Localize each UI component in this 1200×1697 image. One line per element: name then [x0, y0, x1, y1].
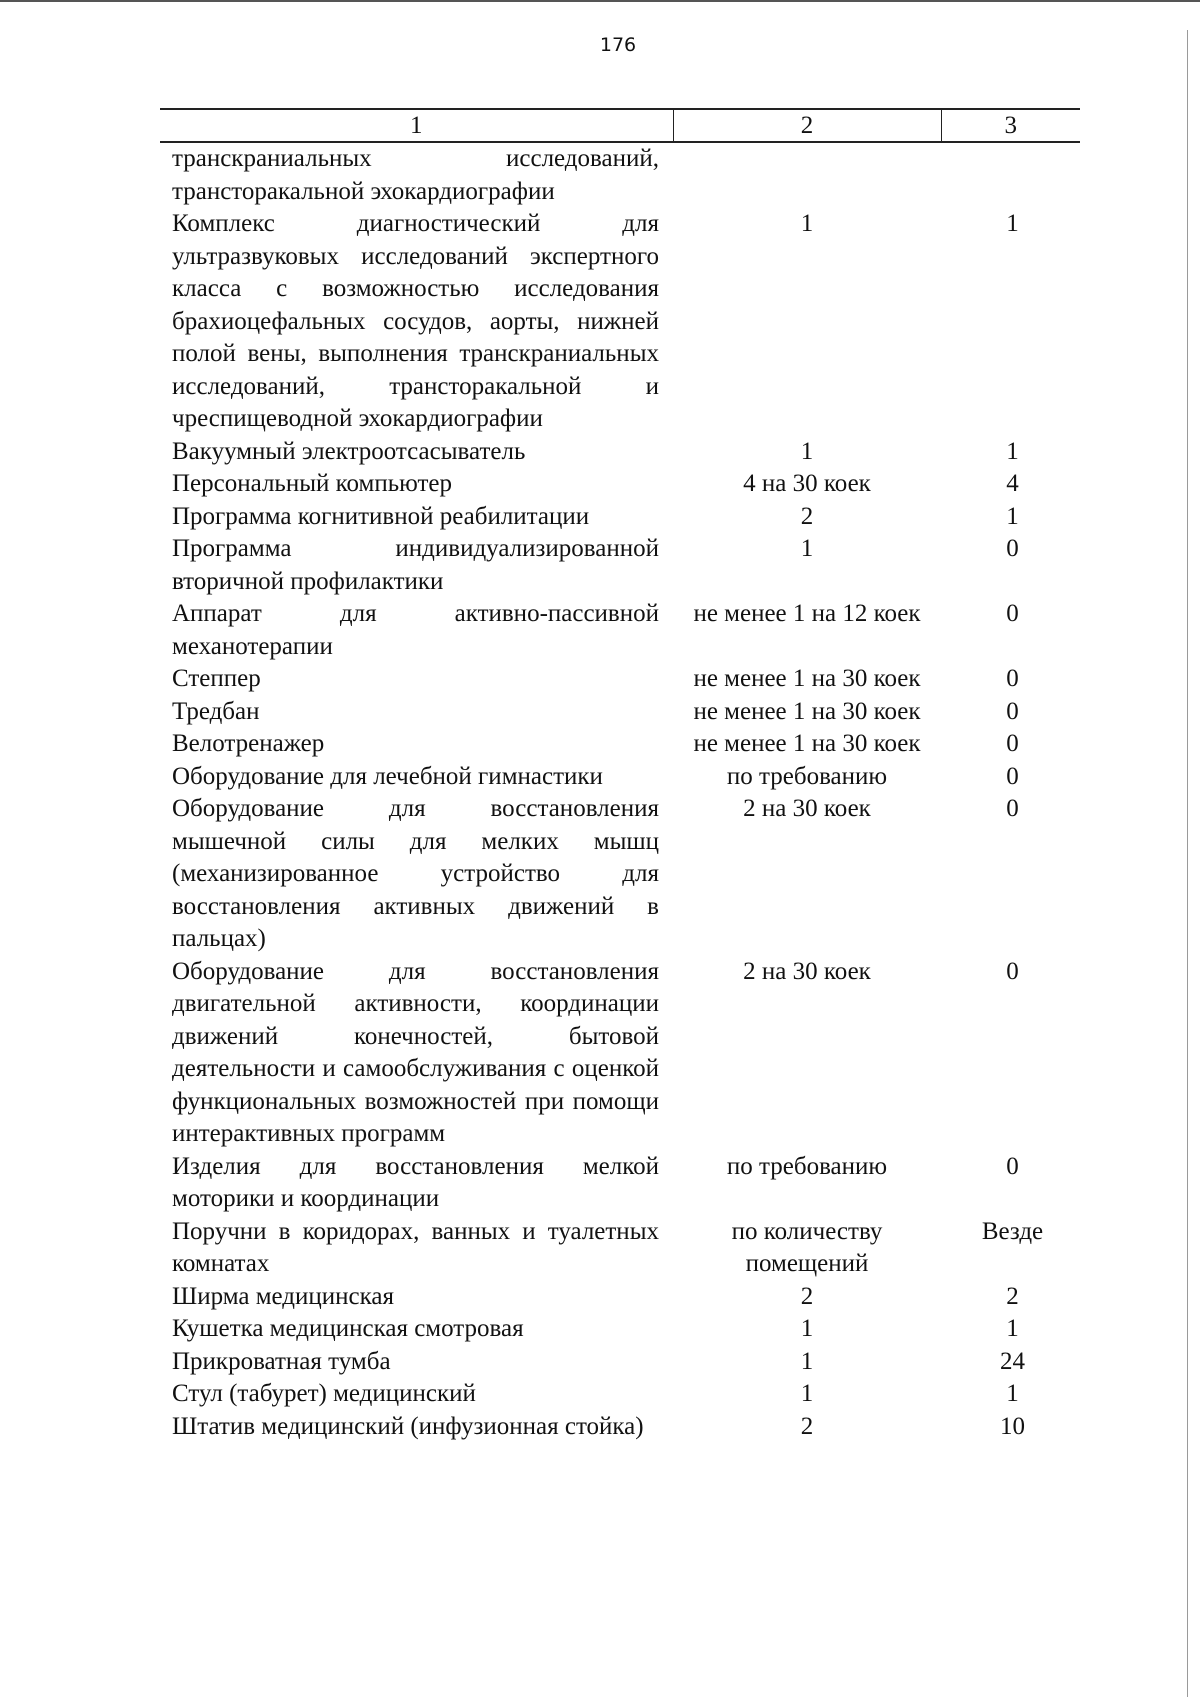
- quantity-cell: 1: [1006, 1380, 1019, 1407]
- equipment-name-cell: Степпер: [172, 665, 261, 692]
- table-row: [160, 598, 1080, 663]
- table-row: [160, 1151, 1080, 1216]
- quantity-cell: 1: [1006, 1315, 1019, 1342]
- header-col-2: 2: [673, 109, 941, 142]
- norm-cell: 2 на 30 коек: [743, 957, 871, 985]
- equipment-name-cell: Стул (табурет) медицинский: [172, 1380, 476, 1407]
- norm-cell: 1: [800, 210, 814, 237]
- quantity-cell: 0: [1006, 697, 1019, 725]
- equipment-name-cell: Персональный компьютер: [172, 470, 452, 497]
- norm-cell: не менее 1 на 30 коек: [693, 665, 921, 692]
- quantity-cell: 0: [1006, 762, 1019, 790]
- equipment-name-cell: транскраниальных исследований, трансторакальной эхокардиографии: [172, 145, 659, 205]
- equipment-name-cell: Оборудование для восстановления двигательной активности, координации движений конечностей, бытовой деятельности и самообслуживания с оценкой функциональных возможностей при помощи интерактивных программ: [172, 957, 659, 1147]
- equipment-name-cell: Изделия для восстановления мелкой моторики и координации: [172, 1152, 659, 1212]
- equipment-name-cell: Велотренажер: [172, 730, 325, 757]
- table-row: [160, 728, 1080, 761]
- table-row: [160, 956, 1080, 1151]
- quantity-cell: 0: [1006, 730, 1019, 757]
- norm-cell: 1: [800, 1380, 814, 1407]
- norm-cell: не менее 1 на 12 коек: [693, 600, 921, 627]
- equipment-name-cell: Аппарат для активно-пассивной механотерапии: [172, 600, 659, 660]
- table-row: [160, 696, 1080, 729]
- equipment-name-cell: Программа индивидуализированной вторичной профилактики: [172, 535, 659, 595]
- norm-cell: 1: [800, 535, 814, 562]
- norm-cell: по требованию: [726, 762, 888, 790]
- table-row: [160, 1346, 1080, 1379]
- norm-cell: 2 на 30 коек: [743, 795, 871, 822]
- equipment-name-cell: Оборудование для лечебной гимнастики: [172, 762, 603, 790]
- norm-cell: [673, 142, 941, 208]
- table-row: [160, 761, 1080, 794]
- norm-cell: 2: [800, 502, 814, 530]
- norm-cell: 2: [800, 1282, 814, 1310]
- equipment-name-cell: Поручни в коридорах, ванных и туалетных комнатах: [172, 1217, 659, 1277]
- table-row: [160, 663, 1080, 696]
- norm-cell: 2: [800, 1412, 814, 1440]
- quantity-cell: 0: [1006, 1152, 1019, 1180]
- quantity-cell: 1: [1006, 437, 1019, 465]
- table-row: [160, 1216, 1080, 1281]
- table-header: [160, 109, 1080, 142]
- quantity-cell: 0: [1006, 957, 1019, 985]
- quantity-cell: Везде: [981, 1217, 1044, 1245]
- quantity-cell: 1: [1006, 502, 1019, 530]
- equipment-name-cell: Ширма медицинская: [172, 1282, 394, 1310]
- table-row: [160, 1411, 1080, 1444]
- table-row: [160, 468, 1080, 501]
- equipment-name-cell: Прикроватная тумба: [172, 1347, 391, 1375]
- norm-cell: 1: [800, 1315, 814, 1342]
- equipment-name-cell: Тредбан: [172, 697, 260, 725]
- table-row: [160, 436, 1080, 469]
- equipment-name-cell: Комплекс диагностический для ультразвуковых исследований экспертного класса с возможностью исследования брахиоцефальных сосудов, аорты, нижней полой вены, выполнения транскраниальных исследований, трансторакальной и чреспищеводной эхокардиографии: [172, 210, 659, 432]
- equipment-name-cell: Программа когнитивной реабилитации: [172, 502, 590, 530]
- table-row: [160, 1281, 1080, 1314]
- header-col-1: 1: [160, 109, 673, 142]
- page-number: 176: [599, 34, 637, 56]
- norm-cell: 1: [800, 437, 814, 465]
- table-row: [160, 793, 1080, 956]
- table-row: [160, 533, 1080, 598]
- quantity-cell: 0: [1006, 535, 1019, 562]
- equipment-name-cell: Штатив медицинский (инфузионная стойка): [172, 1412, 644, 1440]
- scan-edge-right: [1187, 30, 1188, 1697]
- equipment-name-cell: Оборудование для восстановления мышечной силы для мелких мышц (механизированное устройство для восстановления активных движений в пальцах): [172, 795, 659, 952]
- equipment-name-cell: Вакуумный электроотсасыватель: [172, 437, 526, 465]
- table-body: [160, 142, 1080, 1443]
- table-row: [160, 501, 1080, 534]
- equipment-name-cell: Кушетка медицинская смотровая: [172, 1315, 524, 1342]
- table-row: [160, 1313, 1080, 1346]
- table-row: [160, 142, 1080, 208]
- quantity-cell: 0: [1006, 600, 1019, 627]
- quantity-cell: [941, 142, 1080, 208]
- equipment-table: [160, 108, 1080, 1443]
- quantity-cell: 0: [1006, 795, 1019, 822]
- norm-cell: не менее 1 на 30 коек: [693, 697, 921, 725]
- quantity-cell: 1: [1006, 210, 1019, 237]
- quantity-cell: 4: [1006, 470, 1019, 497]
- header-col-3: 3: [941, 109, 1080, 142]
- quantity-cell: 2: [1006, 1282, 1019, 1310]
- norm-cell: 4 на 30 коек: [743, 470, 871, 497]
- quantity-cell: 10: [1000, 1412, 1025, 1440]
- table-row: [160, 208, 1080, 436]
- table-row: [160, 1378, 1080, 1411]
- norm-cell: по количеству помещений: [731, 1217, 883, 1277]
- scan-edge-top: [0, 0, 1200, 2]
- norm-cell: не менее 1 на 30 коек: [693, 730, 921, 757]
- quantity-cell: 24: [1000, 1347, 1025, 1375]
- norm-cell: по требованию: [726, 1152, 888, 1180]
- norm-cell: 1: [800, 1347, 814, 1375]
- quantity-cell: 0: [1006, 665, 1019, 692]
